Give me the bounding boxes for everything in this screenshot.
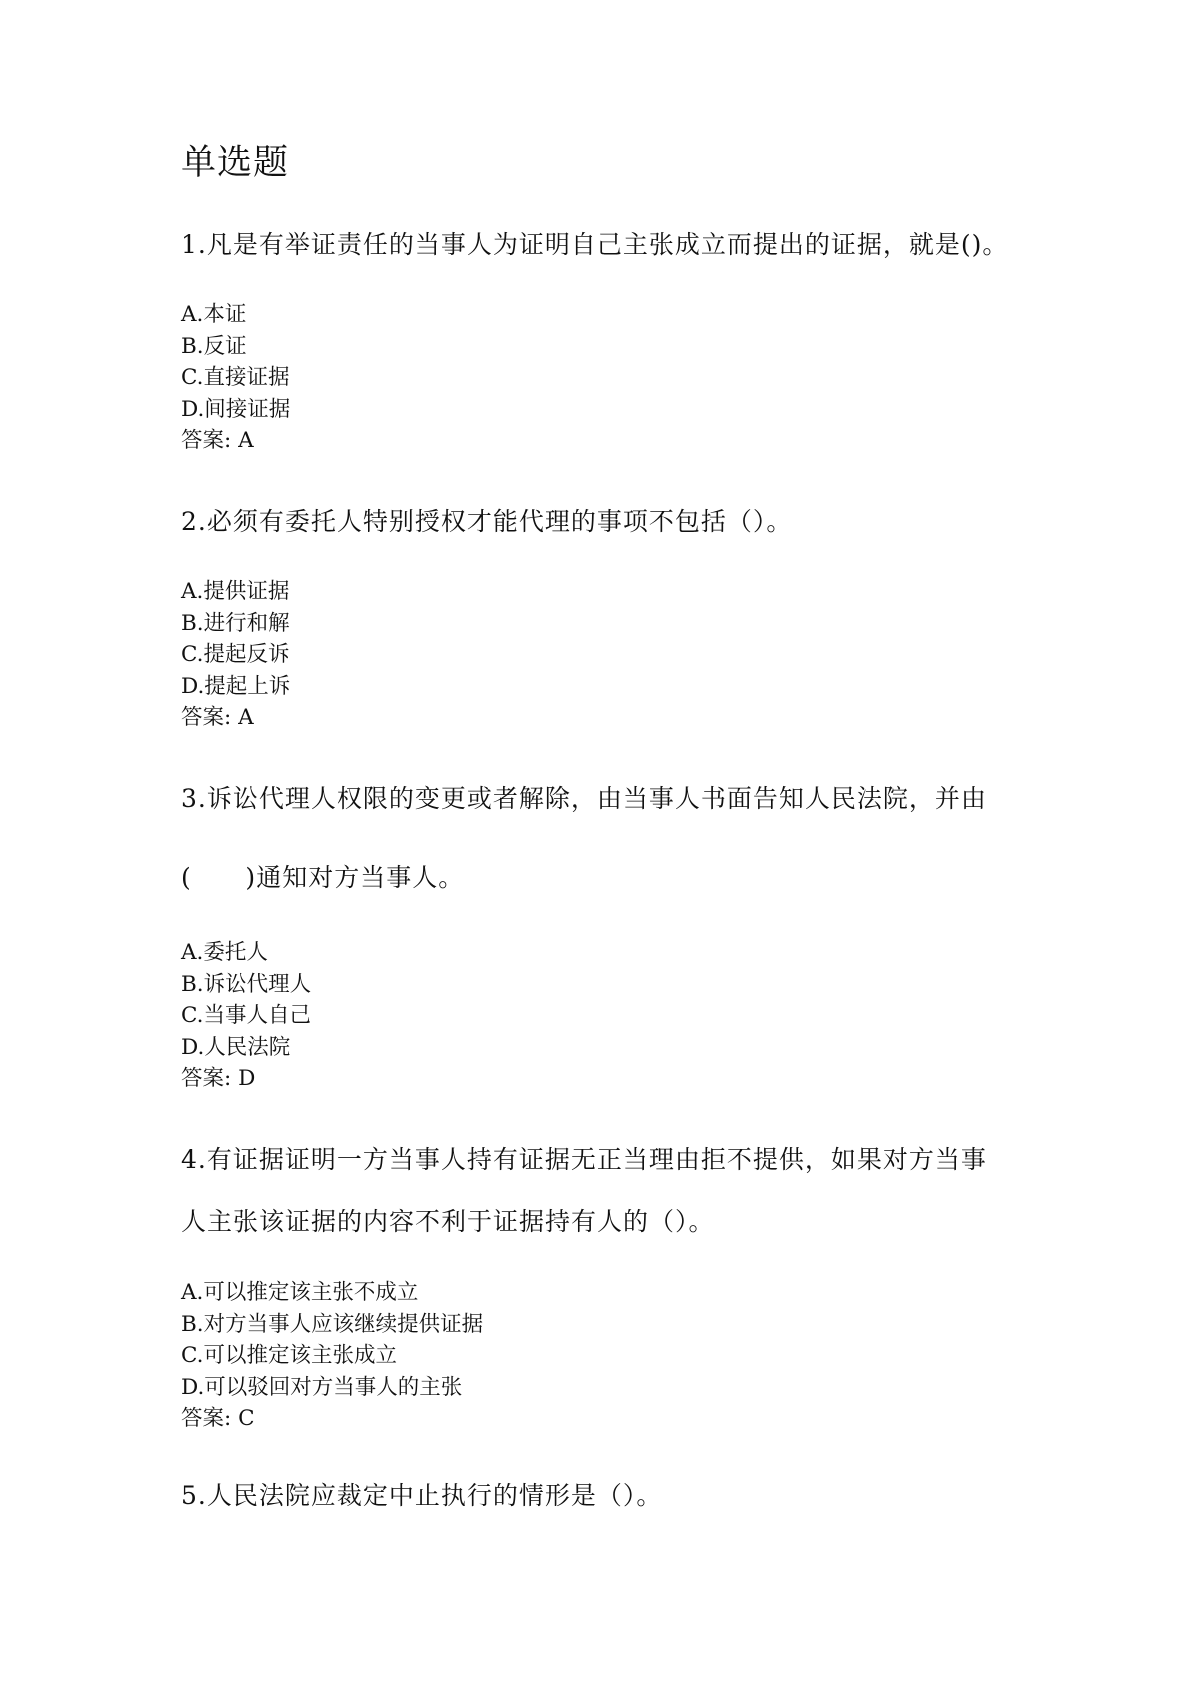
- question-3-option-d: D.人民法院: [181, 1034, 291, 1060]
- question-2-options: [181, 576, 290, 702]
- question-4-options: [181, 1277, 483, 1403]
- question-2-option-a: A.提供证据: [181, 579, 290, 604]
- question-3-answer: 答案: D: [181, 1066, 256, 1091]
- question-1-stem: 1.凡是有举证责任的当事人为证明自己主张成立而提出的证据，就是()。: [181, 230, 1009, 259]
- question-4-stem-line2: 人主张该证据的内容不利于证据持有人的（）。: [181, 1207, 715, 1236]
- question-1-option-c: C.直接证据: [181, 365, 290, 390]
- question-1-option-d: D.间接证据: [181, 396, 291, 422]
- question-5-stem: 5.人民法院应裁定中止执行的情形是（）。: [181, 1481, 663, 1510]
- question-2-answer: 答案: A: [181, 705, 254, 730]
- question-2-option-b: B.进行和解: [181, 610, 290, 636]
- question-3-option-c: C.当事人自己: [181, 1003, 312, 1028]
- section-title: 单选题: [181, 143, 290, 183]
- question-3-option-b: B.诉讼代理人: [181, 971, 312, 997]
- question-3-stem: 3.诉讼代理人权限的变更或者解除，由当事人书面告知人民法院，并由: [181, 784, 987, 813]
- question-4-option-c: C.可以推定该主张成立: [181, 1343, 398, 1368]
- question-4-option-a: A.可以推定该主张不成立: [181, 1280, 419, 1305]
- question-2-option-c: C.提起反诉: [181, 642, 290, 667]
- question-1-answer: 答案: A: [181, 428, 254, 453]
- question-4-option-d: D.可以驳回对方当事人的主张: [181, 1374, 463, 1400]
- question-4-option-b: B.对方当事人应该继续提供证据: [181, 1311, 484, 1337]
- question-1-options: [181, 299, 290, 425]
- question-1-option-a: A.本证: [181, 302, 247, 327]
- question-2-stem: 2.必须有委托人特别授权才能代理的事项不包括（）。: [181, 507, 793, 536]
- question-4-answer: 答案: C: [181, 1406, 255, 1431]
- question-4-stem: 4.有证据证明一方当事人持有证据无正当理由拒不提供，如果对方当事: [181, 1145, 987, 1174]
- question-3-stem-line2: ( )通知对方当事人。: [181, 863, 465, 892]
- question-1-option-b: B.反证: [181, 333, 247, 359]
- question-3-option-a: A.委托人: [181, 940, 268, 965]
- question-2-option-d: D.提起上诉: [181, 673, 291, 699]
- question-3-options: [181, 937, 311, 1063]
